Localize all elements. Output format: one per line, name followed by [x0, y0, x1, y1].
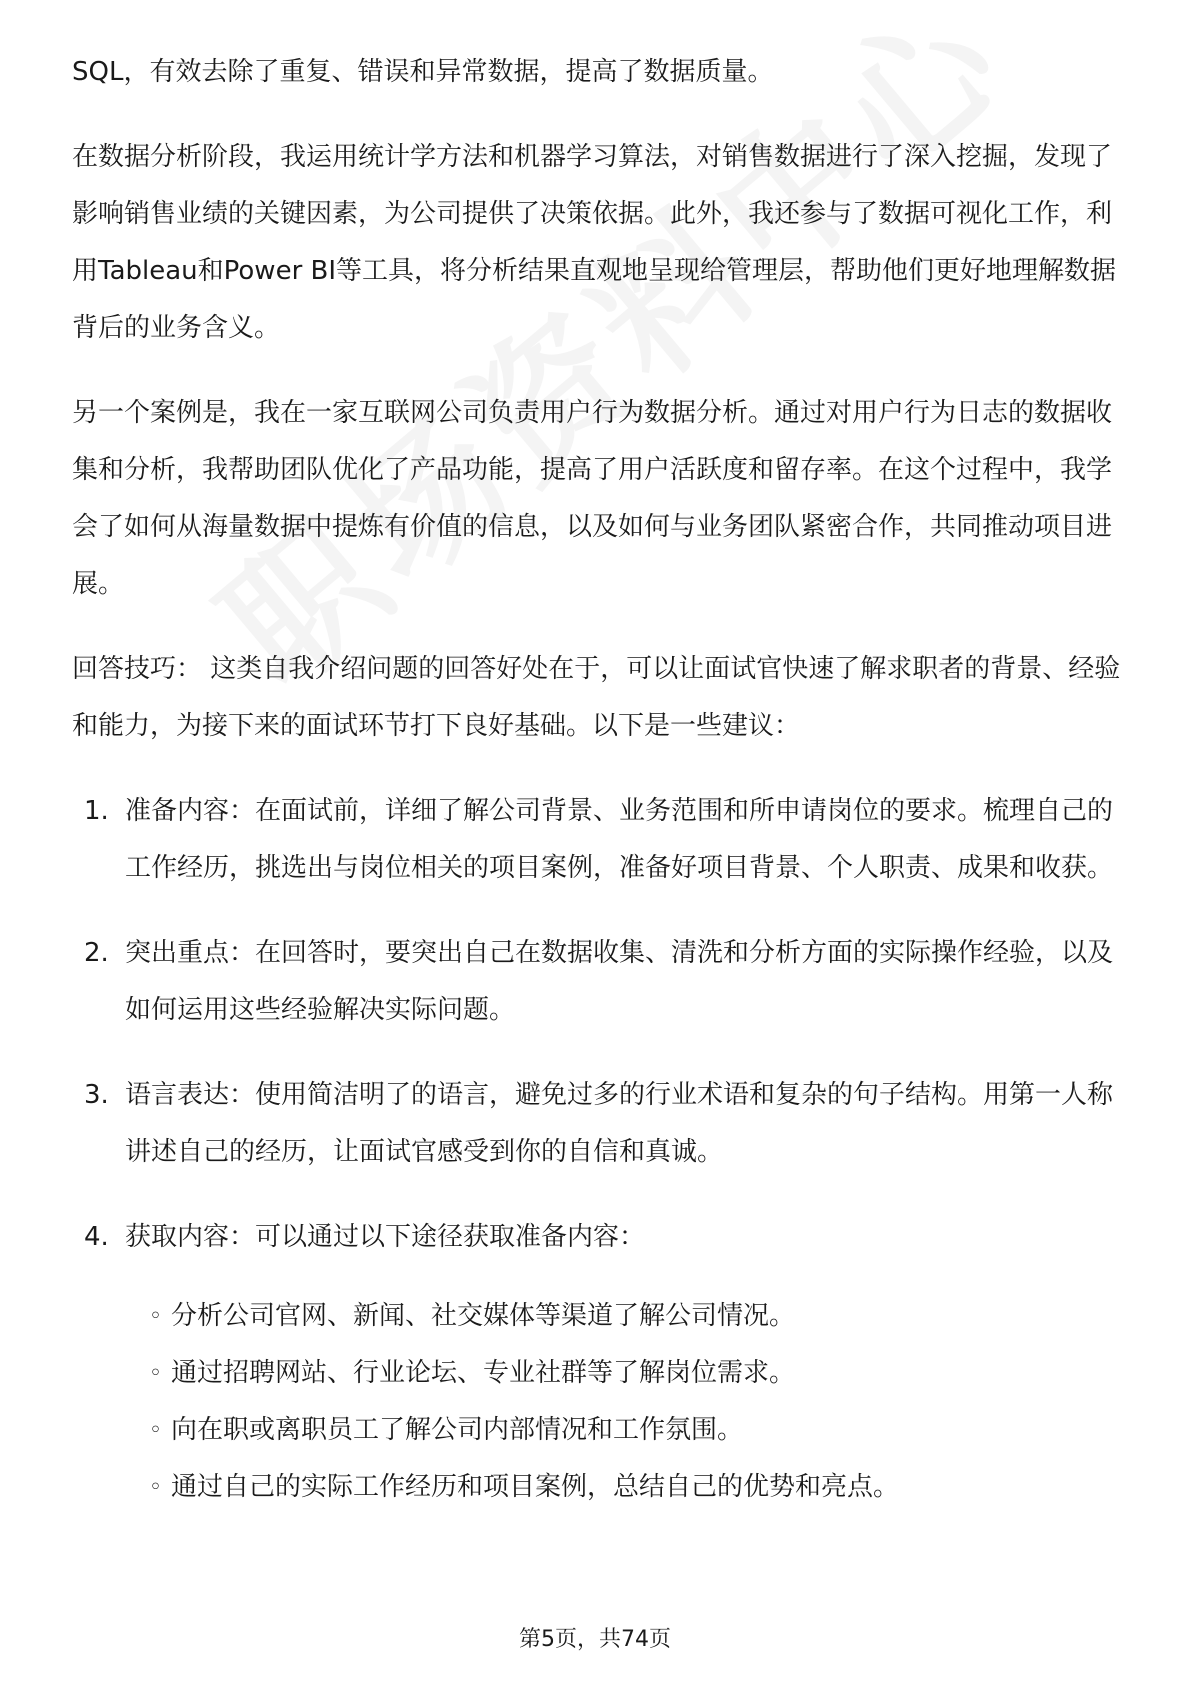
paragraph-data-cleaning: SQL，有效去除了重复、错误和异常数据，提高了数据质量。: [72, 57, 774, 87]
tip-number: 3.: [84, 1080, 109, 1110]
tip-number: 1.: [84, 796, 109, 826]
bullet-marker: ◦: [149, 1475, 162, 1500]
list-item-text: 通过招聘网站、行业论坛、专业社群等了解岗位需求。: [171, 1358, 796, 1388]
tip-number: 4.: [84, 1222, 109, 1252]
list-item: [125, 1288, 1122, 1345]
tip-text: 语言表达：使用简洁明了的语言，避免过多的行业术语和复杂的句子结构。用第一人称讲述自己的经历，让面试官感受到你的自信和真诚。: [125, 1080, 1114, 1167]
list-item-text: 向在职或离职员工了解公司内部情况和工作氛围。: [171, 1415, 744, 1445]
tips-list: [72, 783, 1122, 1516]
list-item: [125, 1402, 1122, 1459]
list-item: [125, 1459, 1122, 1516]
paragraph-second-case: 另一个案例是，我在一家互联网公司负责用户行为数据分析。通过对用户行为日志的数据收集和分析，我帮助团队优化了产品功能，提高了用户活跃度和留存率。在这个过程中，我学会了如何从海量数据中提炼有价值的信息，以及如何与业务团队紧密合作，共同推动项目进展。: [72, 398, 1113, 599]
tip-item-obtain: [72, 1209, 1122, 1516]
bullet-marker: ◦: [149, 1361, 162, 1386]
document-body: [72, 44, 1122, 1544]
tip-item-language: [72, 1067, 1122, 1181]
paragraph-data-analysis: 在数据分析阶段，我运用统计学方法和机器学习算法，对销售数据进行了深入挖掘，发现了影响销售业绩的关键因素，为公司提供了决策依据。此外，我还参与了数据可视化工作，利用Tableau和Power BI等工具，将分析结果直观地呈现给管理层，帮助他们更好地理解数据背后的业务含义。: [72, 142, 1117, 343]
bullet-marker: ◦: [149, 1418, 162, 1443]
list-item: [125, 1345, 1122, 1402]
tip-number: 2.: [84, 938, 109, 968]
tip-item-highlight: [72, 925, 1122, 1039]
tip-item-prepare: [72, 783, 1122, 897]
tip-text: 准备内容：在面试前，详细了解公司背景、业务范围和所申请岗位的要求。梳理自己的工作经历，挑选出与岗位相关的项目案例，准备好项目背景、个人职责、成果和收获。: [125, 796, 1114, 883]
bullet-marker: ◦: [149, 1304, 162, 1329]
obtain-sub-list: [125, 1288, 1122, 1516]
tip-text: 获取内容：可以通过以下途径获取准备内容：: [125, 1222, 646, 1252]
page-number: 第5页，共74页: [519, 1627, 671, 1652]
list-item-text: 通过自己的实际工作经历和项目案例，总结自己的优势和亮点。: [171, 1472, 900, 1502]
tip-text: 突出重点：在回答时，要突出自己在数据收集、清洗和分析方面的实际操作经验，以及如何运用这些经验解决实际问题。: [125, 938, 1114, 1025]
list-item-text: 分析公司官网、新闻、社交媒体等渠道了解公司情况。: [171, 1301, 796, 1331]
paragraph-answer-tips: 回答技巧： 这类自我介绍问题的回答好处在于，可以让面试官快速了解求职者的背景、经验和能力，为接下来的面试环节打下良好基础。以下是一些建议：: [72, 654, 1121, 741]
